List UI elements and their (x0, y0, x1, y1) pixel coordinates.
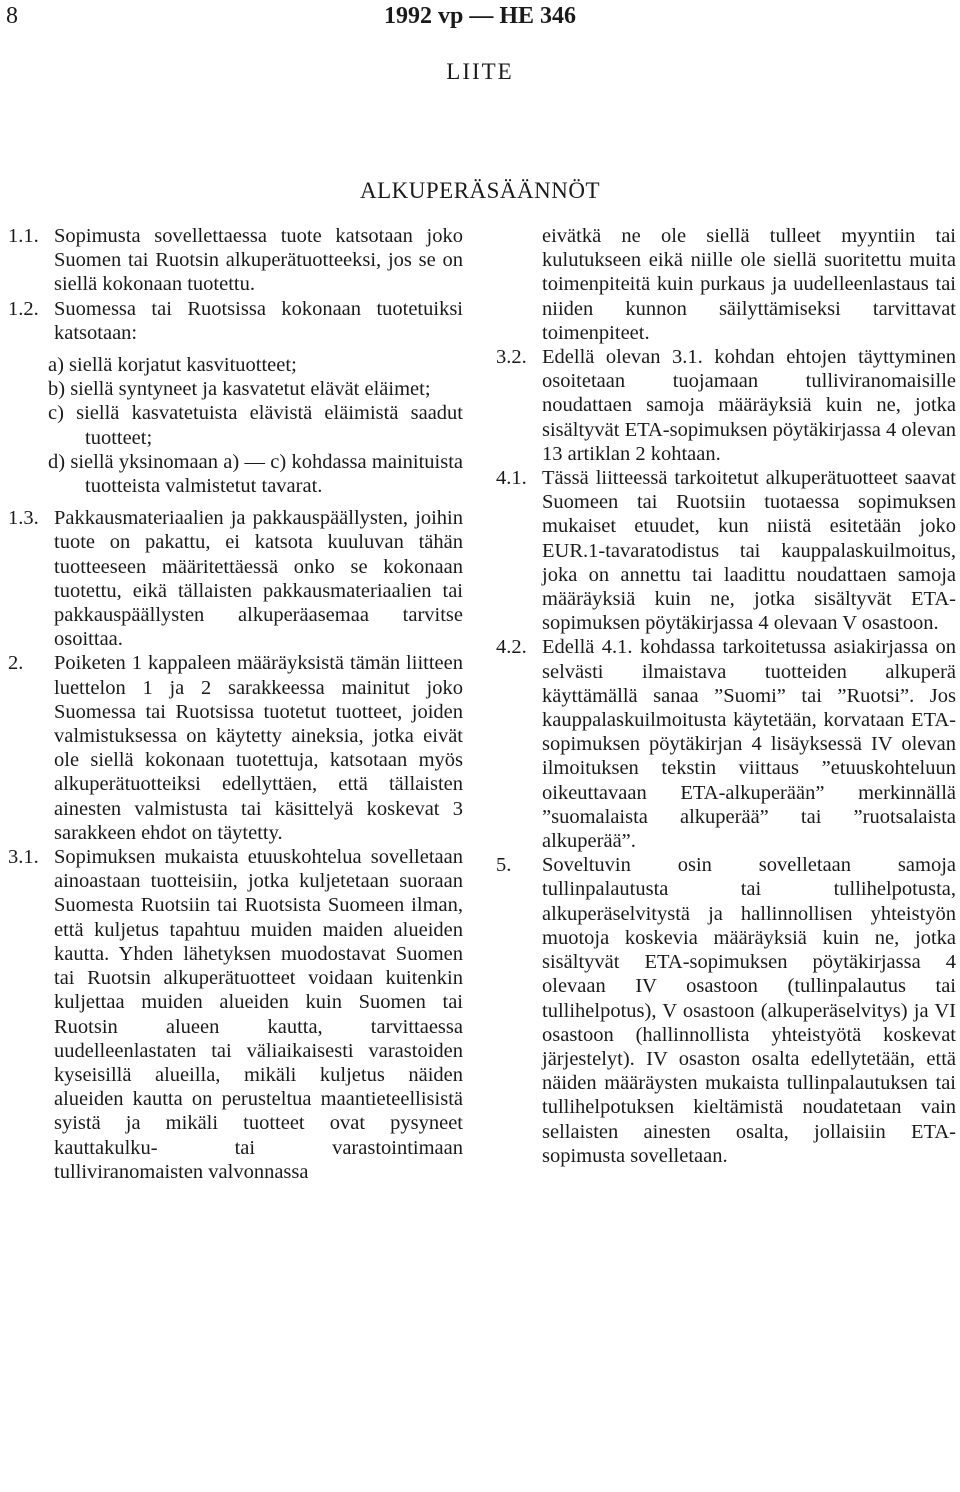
paragraph-text: Sopimusta sovellettaessa tuote katsotaan joko Suomen tai Ruotsin alkuperätuotteeksi, jos se on siellä kokonaan tuotettu. (54, 225, 463, 296)
running-head: 1992 vp — HE 346 (383, 3, 577, 29)
paragraph-number: 3.1. (8, 846, 39, 869)
paragraph-text: Soveltuvin osin sovelletaan samoja tullinpalautusta tai tullihelpotusta, alkuperäselvitystä ja hallinnollisen yhteistyön muotoja koskevia määräyksiä kuin ne, jotka sisältyvät ETA-sopimuksen pöytäkirjassa 4 olevaan IV osastoon (tullinpalautus tai tullihelpotus), V osastoon (alkuperäselvitys) ja VI osastoon (hallinnollista yhteistyötä koskevat järjestelyt). IV osaston osalta edellytetään, että näiden määräysten mukaista tullinpalautuksen tai tullihelpotuksen kieltämistä noudatetaan vain sellaisten ainesten osalta, jollaisiin ETA-sopimusta sovelletaan. (542, 854, 956, 1167)
paragraph-number: 1.1. (8, 225, 39, 247)
list-item: c) siellä kasvatetuista elävistä eläimistä saadut tuotteet; (48, 402, 463, 449)
paragraph-number: 4.1. (496, 467, 527, 490)
paragraph-number: 5. (496, 854, 512, 877)
list-item: a) siellä korjatut kasvituotteet; (48, 354, 297, 377)
paragraph-number: 1.3. (8, 507, 39, 530)
paragraph-text: Poiketen 1 kappaleen määräyksistä tämän liitteen luettelon 1 ja 2 sarakkeessa mainitut joko Suomessa tai Ruotsissa tuotetut tuotteet, joiden valmistuksessa on käytetty aineksia, jotka eivät ole siellä kokonaan tuotettuja, katsotaan myös alkuperätuotteiksi edellyttäen, että tällaisten ainesten valmistusta tai käsittelyä koskevat 3 sarakkeen ehdot on täytetty. (54, 652, 463, 844)
paragraph-4-2 (496, 635, 956, 853)
paragraph-number: 2. (8, 652, 24, 675)
paragraph-number: 3.2. (496, 346, 527, 369)
paragraph-text: Edellä 4.1. kohdassa tarkoitetussa asiakirjassa on selvästi ilmaistava tuotteiden alkuperä käyttämällä sanaa ”Suomi” tai ”Ruotsi”. Jos kauppalaskuilmoitusta käytetään, korvataan ETA-sopimuksen pöytäkirjan 4 lisäyksessä IV olevan ilmoituksen tekstin viittaus ”etuuskohteluun oikeuttavaan ETA-alkuperään” merkinnällä ”suomalaista alkuperää” tai ”ruotsalaista alkuperää”. (542, 636, 956, 853)
paragraph-text: Sopimuksen mukaista etuuskohtelua sovelletaan ainoastaan tuotteisiin, jotka kuljetetaan suoraan Suomesta Ruotsiin tai Ruotsista Suomeen ilman, että kuljetus tapahtuu muiden maiden alueiden kautta. Yhden lähetyksen muodostavat Suomen tai Ruotsin alkuperätuotteet voidaan kuitenkin kuljettaa muiden alueiden kuin Suomen tai Ruotsin alueen kautta, tarvittaessa uudelleenlastaten tai väliaikaisesti varastoiden kyseisillä alueilla, mikäli kuljetus näiden alueiden kautta on perusteltua maantieteellisistä syistä ja mikäli tuotteet ovat pysyneet kauttakulku- tai varastointimaan tulliviranomaisten valvonnassa (54, 846, 463, 1183)
paragraph-3-1-continued (496, 224, 956, 345)
paragraph-3-1 (8, 845, 463, 1184)
left-column (8, 224, 463, 1184)
annex-heading: LIITE (446, 59, 514, 84)
paragraph-3-2 (496, 345, 956, 466)
paragraph-1-2 (8, 297, 463, 345)
paragraph-4-1 (496, 466, 956, 635)
paragraph-text: eivätkä ne ole siellä tulleet myyntiin tai kulutukseen eikä niille ole siellä suoritettu muita toimenpiteitä kuin purkaus ja uudelleenlastaus tai niiden kunnon säilyttämiseksi tarvittavat toimenpiteet. (542, 225, 956, 344)
section-title: ALKUPERÄSÄÄNNÖT (359, 178, 601, 203)
list-item: d) siellä yksinomaan a) — c) kohdassa mainituista tuotteista valmistetut tavarat. (48, 450, 463, 498)
paragraph-text: Suomessa tai Ruotsissa kokonaan tuotetuiksi katsotaan: (54, 297, 463, 344)
paragraph-text: Tässä liitteessä tarkoitetut alkuperätuotteet saavat Suomeen tai Ruotsiin tuotaessa sopimuksen mukaiset etuudet, kun niistä esitetään joko EUR.1-tavaratodistus tai kauppalaskuilmoitus, joka on annettu tai laadittu noudattaen samoja määräyksiä kuin ne, jotka sisältyvät ETA-sopimuksen pöytäkirjassa 4 olevaan V osastoon. (542, 467, 956, 635)
paragraph-number: 4.2. (496, 636, 527, 659)
list-item: b) siellä syntyneet ja kasvatetut elävät eläimet; (48, 378, 431, 401)
paragraph-5 (496, 853, 956, 1168)
paragraph-text: Pakkausmateriaalien ja pakkauspäällysten, joihin tuote on pakattu, ei katsota kuuluvan tähän tuotteeseen määritettäessä onko se kokonaan tuotettu, eikä tällaisten pakkausmateriaalien tai pakkauspäällysten alkuperäasemaa tarvitse osoittaa. (54, 507, 463, 651)
right-column (496, 224, 956, 1168)
paragraph-2 (8, 651, 463, 845)
paragraph-number: 1.2. (8, 297, 39, 320)
paragraph-1-3 (8, 506, 463, 651)
paragraph-text: Edellä olevan 3.1. kohdan ehtojen täyttyminen osoitetaan tuojamaan tulliviranomaisille noudattaen samoja määräyksiä kuin ne, jotka sisältyvät ETA-sopimuksen pöytäkirjassa 4 olevan 13 artiklan 2 kohtaan. (542, 346, 956, 465)
list-items (48, 353, 463, 498)
paragraph-1-1 (8, 224, 463, 297)
page-number: 8 (6, 3, 18, 29)
